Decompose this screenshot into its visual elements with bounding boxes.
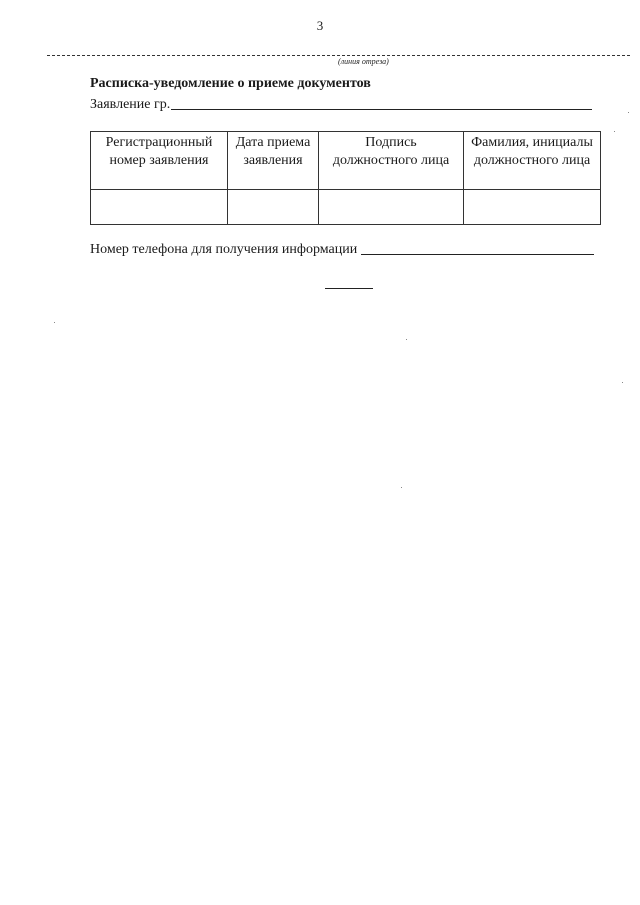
receipt-title: Расписка-уведомление о приеме документов [90,76,371,91]
phone-label: Номер телефона для получения информации [90,242,358,257]
applicant-row [90,95,592,113]
cut-line-label: (линия отреза) [338,57,389,66]
header-registration-number: Регистрационный номер заявления [91,132,228,190]
cell-official-name [464,190,601,225]
phone-number-blank [361,240,594,255]
table-header-row [91,132,601,190]
scan-speck [54,322,55,323]
page-number: 3 [316,18,324,33]
scan-speck [401,487,402,488]
phone-row [90,240,594,258]
cell-registration-number [91,190,228,225]
scan-speck [622,382,623,383]
header-official-signature: Подпись должностного лица [319,132,464,190]
header-official-name: Фамилия, инициалы должностного лица [464,132,601,190]
scan-speck [614,131,615,132]
scan-speck [628,112,629,113]
registration-table [90,131,601,225]
end-separator-line [325,288,373,289]
cell-receipt-date [228,190,319,225]
cut-line [47,55,630,56]
scan-speck [406,339,407,340]
header-receipt-date: Дата приема заявления [228,132,319,190]
applicant-label: Заявление гр. [90,97,171,112]
cell-official-signature [319,190,464,225]
table-row [91,190,601,225]
applicant-name-blank [171,95,592,110]
